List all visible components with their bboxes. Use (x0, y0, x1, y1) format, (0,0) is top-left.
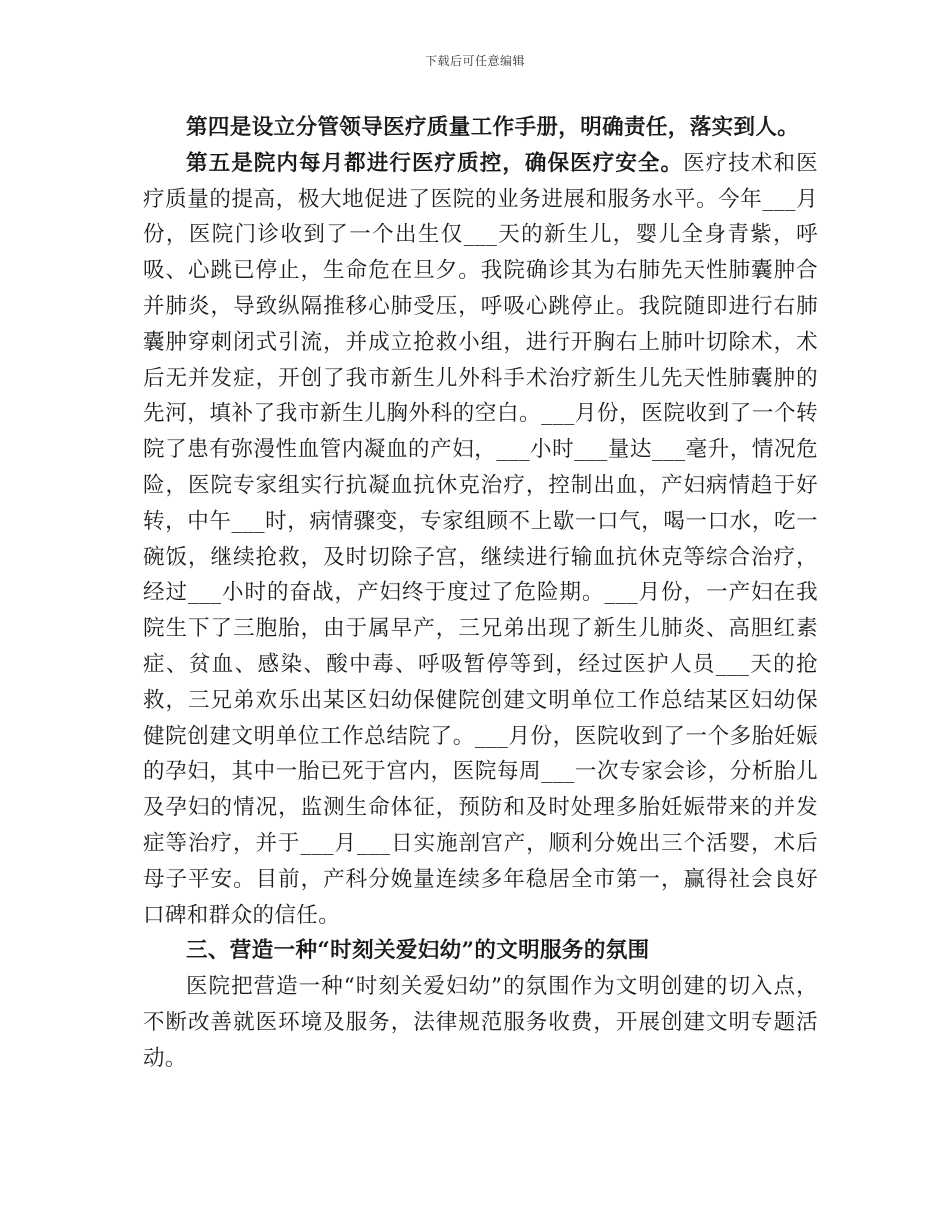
point-five-text: 医疗技术和医疗质量的提高，极大地促进了医院的业务进展和服务水平。今年___月份，医院门诊收到了一个出生仅___天的新生儿，婴儿全身青紫，呼吸、心跳已停止，生命危在旦夕。我院确诊其为右肺先天性肺囊肿合并肺炎，导致纵隔推移心肺受压，呼吸心跳停止。我院随即进行右肺囊肿穿刺闭式引流，并成立抢救小组，进行开胸右上肺叶切除术，术后无并发症，开创了我市新生儿外科手术治疗新生儿先天性肺囊肿的先河，填补了我市新生儿胸外科的空白。___月份，医院收到了一个转院了患有弥漫性血管内凝血的产妇，___小时___量达___毫升，情况危险，医院专家组实行抗凝血抗休克治疗，控制出血，产妇病情趋于好转，中午___时，病情骤变，专家组顾不上歇一口气，喝一口水，吃一碗饭，继续抢救，及时切除子宫，继续进行输血抗休克等综合治疗，经过___小时的奋战，产妇终于度过了危险期。___月份，一产妇在我院生下了三胞胎，由于属早产，三兄弟出现了新生儿肺炎、高胆红素症、贫血、感染、酸中毒、呼吸暂停等到，经过医护人员___天的抢救，三兄弟欢乐出某区妇幼保健院创建文明单位工作总结某区妇幼保健院创建文明单位工作总结院了。___月份，医院收到了一个多胎妊娠的孕妇，其中一胎已死于宫内，医院每周___一次专家会诊，分析胎儿及孕妇的情况，监测生命体征，预防和及时处理多胎妊娠带来的并发症等治疗，并于___月___日实施剖宫产，顺利分娩出三个活婴，术后母子平安。目前，产科分娩量连续多年稳居全市第一，赢得社会良好口碑和群众的信任。 (143, 150, 818, 928)
paragraph-section-three: 医院把营造一种“时刻关爱妇幼”的氛围作为文明创建的切入点，不断改善就医环境及服务，法律规范服务收费，开展创建文明专题活动。 (143, 974, 818, 1071)
point-four-text: 第四是设立分管领导医疗质量工作手册，明确责任，落实到人。 (186, 115, 800, 140)
point-five-lead: 第五是院内每月都进行医疗质控，确保医疗安全。 (186, 150, 684, 176)
document-body (143, 110, 818, 1077)
paragraph-point-four (143, 110, 818, 146)
page-header-note: 下载后可任意编辑 (424, 54, 525, 68)
section-heading-three: 三、营造一种“时刻关爱妇幼”的文明服务的氛围 (186, 938, 650, 964)
paragraph-point-five (143, 146, 818, 934)
